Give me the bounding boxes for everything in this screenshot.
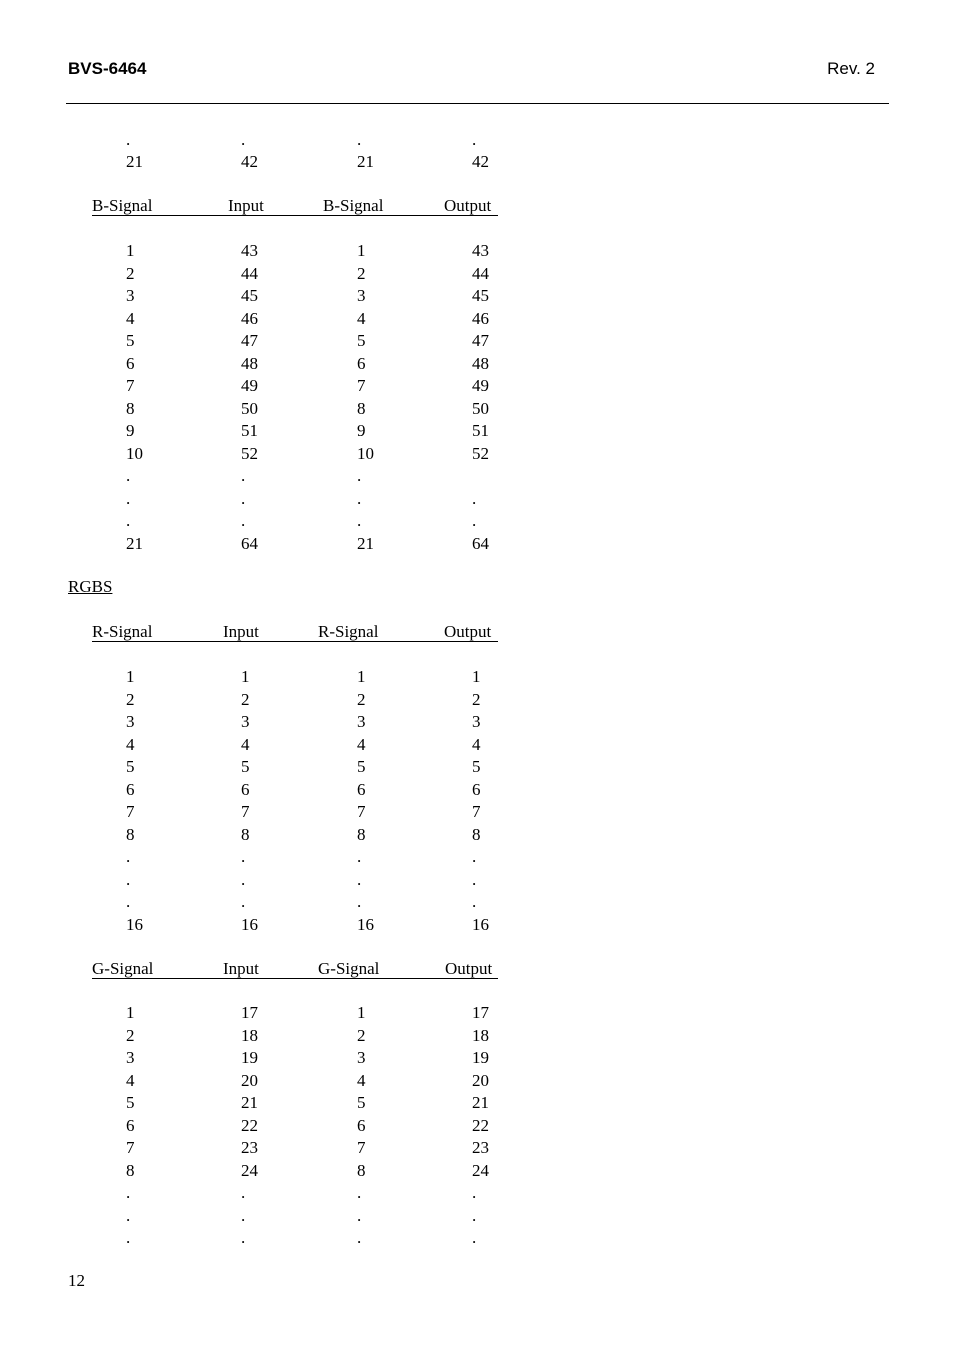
cell-output: 50 bbox=[472, 398, 489, 418]
col-header-signal: B-Signal bbox=[323, 196, 384, 215]
cell-input: 17 bbox=[241, 1003, 258, 1022]
cell-input: 18 bbox=[241, 1025, 258, 1045]
cell-input: 8 bbox=[241, 824, 250, 844]
cell-output: 8 bbox=[472, 824, 481, 844]
col-header-signal: R-Signal bbox=[318, 622, 379, 641]
document-id: BVS-6464 bbox=[68, 59, 147, 78]
col-header-output: Output bbox=[444, 196, 492, 215]
cell-input: 64 bbox=[241, 533, 258, 553]
cell-signal: 7 bbox=[126, 802, 135, 821]
cell-signal: 2 bbox=[357, 689, 366, 709]
cell-input: . bbox=[241, 130, 246, 149]
cell-signal: . bbox=[357, 847, 362, 866]
cell-signal: 5 bbox=[126, 1093, 135, 1112]
cell-signal: 1 bbox=[357, 1003, 366, 1022]
cell-output: 17 bbox=[472, 1003, 489, 1022]
cell-input: 22 bbox=[241, 1115, 258, 1135]
col-header-output: Output bbox=[444, 622, 492, 641]
cell-signal: 2 bbox=[126, 689, 135, 709]
cell-input: 43 bbox=[241, 241, 258, 260]
cell-output: 18 bbox=[472, 1025, 489, 1045]
cell-input: . bbox=[241, 488, 246, 508]
cell-output: 1 bbox=[472, 667, 481, 686]
cell-output: 44 bbox=[472, 263, 489, 283]
cell-signal: 7 bbox=[126, 1138, 135, 1157]
header-rule bbox=[66, 103, 889, 104]
cell-signal: 1 bbox=[357, 241, 366, 260]
cell-input: . bbox=[241, 1228, 246, 1247]
cell-signal: 21 bbox=[357, 152, 374, 171]
cell-signal: . bbox=[357, 488, 362, 508]
cell-signal: 8 bbox=[357, 398, 366, 418]
cell-signal: 10 bbox=[126, 443, 143, 463]
cell-signal: . bbox=[126, 892, 131, 911]
cell-input: . bbox=[241, 892, 246, 911]
cell-signal: 6 bbox=[126, 779, 135, 799]
cell-output: 23 bbox=[472, 1138, 489, 1157]
cell-input: 21 bbox=[241, 1093, 258, 1112]
cell-input: 2 bbox=[241, 689, 250, 709]
cell-signal: . bbox=[126, 466, 131, 485]
cell-output: 6 bbox=[472, 779, 481, 799]
cell-input: 47 bbox=[241, 331, 258, 350]
col-header-signal: G-Signal bbox=[92, 959, 154, 978]
cell-signal: 3 bbox=[126, 712, 135, 731]
cell-signal: 6 bbox=[126, 1115, 135, 1135]
cell-signal: 8 bbox=[357, 824, 366, 844]
cell-signal: . bbox=[126, 488, 131, 508]
cell-output: . bbox=[472, 1228, 477, 1247]
cell-input: 51 bbox=[241, 421, 258, 440]
header-underline bbox=[92, 215, 498, 216]
cell-output: . bbox=[472, 892, 477, 911]
cell-signal: 21 bbox=[126, 533, 143, 553]
cell-input: 23 bbox=[241, 1138, 258, 1157]
cell-signal: 21 bbox=[357, 533, 374, 553]
cell-signal: 7 bbox=[357, 1138, 366, 1157]
cell-output: 52 bbox=[472, 443, 489, 463]
cell-input: 7 bbox=[241, 802, 250, 821]
cell-output: 51 bbox=[472, 421, 489, 440]
cell-signal: 3 bbox=[126, 286, 135, 305]
cell-signal: . bbox=[126, 511, 131, 530]
cell-signal: 1 bbox=[126, 667, 135, 686]
cell-output: 42 bbox=[472, 152, 489, 171]
cell-signal: 3 bbox=[357, 1048, 366, 1067]
cell-signal: 5 bbox=[126, 757, 135, 776]
cell-output: . bbox=[472, 869, 477, 889]
cell-output: 19 bbox=[472, 1048, 489, 1067]
cell-output: . bbox=[472, 847, 477, 866]
cell-signal: . bbox=[357, 892, 362, 911]
cell-output: . bbox=[472, 1183, 477, 1202]
cell-output: 48 bbox=[472, 353, 489, 373]
cell-input: 6 bbox=[241, 779, 250, 799]
cell-output: 47 bbox=[472, 331, 489, 350]
cell-output: 22 bbox=[472, 1115, 489, 1135]
col-header-input: Input bbox=[228, 196, 264, 215]
cell-signal: . bbox=[126, 1205, 131, 1225]
revision-label: Rev. 2 bbox=[827, 59, 875, 78]
cell-signal: . bbox=[126, 130, 131, 149]
cell-output: 16 bbox=[472, 914, 489, 934]
header-underline bbox=[92, 641, 498, 642]
cell-signal: 5 bbox=[357, 757, 366, 776]
cell-output: 49 bbox=[472, 376, 489, 395]
cell-input: 48 bbox=[241, 353, 258, 373]
cell-signal: 5 bbox=[357, 331, 366, 350]
cell-signal: 7 bbox=[357, 376, 366, 395]
cell-signal: 1 bbox=[126, 1003, 135, 1022]
col-header-input: Input bbox=[223, 622, 259, 641]
cell-input: 4 bbox=[241, 734, 250, 754]
cell-signal: 6 bbox=[357, 1115, 366, 1135]
cell-signal: 3 bbox=[126, 1048, 135, 1067]
page-number: 12 bbox=[68, 1271, 85, 1290]
cell-signal: 4 bbox=[357, 1070, 366, 1090]
cell-output: 21 bbox=[472, 1093, 489, 1112]
cell-signal: 1 bbox=[357, 667, 366, 686]
cell-input: 49 bbox=[241, 376, 258, 395]
section-title-rgbs: RGBS bbox=[68, 577, 113, 596]
cell-signal: . bbox=[126, 1183, 131, 1202]
cell-output: . bbox=[472, 488, 477, 508]
cell-signal: 16 bbox=[126, 914, 143, 934]
cell-signal: 6 bbox=[357, 779, 366, 799]
cell-signal: 8 bbox=[357, 1160, 366, 1180]
cell-output: . bbox=[472, 130, 477, 149]
cell-signal: 2 bbox=[126, 1025, 135, 1045]
cell-signal: 7 bbox=[357, 802, 366, 821]
cell-signal: 8 bbox=[126, 1160, 135, 1180]
cell-output: 43 bbox=[472, 241, 489, 260]
cell-signal: . bbox=[126, 1228, 131, 1247]
cell-signal: . bbox=[357, 1228, 362, 1247]
cell-input: . bbox=[241, 511, 246, 530]
cell-signal: 4 bbox=[357, 308, 366, 328]
cell-signal: 7 bbox=[126, 376, 135, 395]
cell-signal: 6 bbox=[357, 353, 366, 373]
cell-input: 44 bbox=[241, 263, 258, 283]
cell-signal: . bbox=[126, 869, 131, 889]
cell-input: . bbox=[241, 847, 246, 866]
header-underline bbox=[92, 978, 498, 979]
cell-output: . bbox=[472, 1205, 477, 1225]
col-header-signal: G-Signal bbox=[318, 959, 380, 978]
cell-input: 20 bbox=[241, 1070, 258, 1090]
col-header-signal: R-Signal bbox=[92, 622, 153, 641]
cell-output: . bbox=[472, 511, 477, 530]
cell-signal: 9 bbox=[357, 421, 366, 440]
cell-signal: . bbox=[357, 130, 362, 149]
cell-output: 24 bbox=[472, 1160, 489, 1180]
cell-signal: 2 bbox=[357, 263, 366, 283]
cell-signal: 4 bbox=[126, 308, 135, 328]
cell-signal: 10 bbox=[357, 443, 374, 463]
cell-input: 42 bbox=[241, 152, 258, 171]
cell-signal: . bbox=[357, 511, 362, 530]
cell-input: 24 bbox=[241, 1160, 258, 1180]
cell-signal: 5 bbox=[357, 1093, 366, 1112]
cell-output: 5 bbox=[472, 757, 481, 776]
cell-output: 3 bbox=[472, 712, 481, 731]
cell-input: 1 bbox=[241, 667, 250, 686]
cell-input: . bbox=[241, 1205, 246, 1225]
cell-input: 50 bbox=[241, 398, 258, 418]
cell-input: 45 bbox=[241, 286, 258, 305]
cell-input: 16 bbox=[241, 914, 258, 934]
cell-signal: 6 bbox=[126, 353, 135, 373]
cell-signal: 3 bbox=[357, 286, 366, 305]
cell-signal: 4 bbox=[357, 734, 366, 754]
col-header-output: Output bbox=[445, 959, 493, 978]
cell-signal: 1 bbox=[126, 241, 135, 260]
cell-signal: 8 bbox=[126, 398, 135, 418]
cell-output: 7 bbox=[472, 802, 481, 821]
cell-signal: 4 bbox=[126, 1070, 135, 1090]
cell-output: 46 bbox=[472, 308, 489, 328]
cell-signal: 21 bbox=[126, 152, 143, 171]
cell-signal: 4 bbox=[126, 734, 135, 754]
col-header-signal: B-Signal bbox=[92, 196, 153, 215]
col-header-input: Input bbox=[223, 959, 259, 978]
cell-input: . bbox=[241, 869, 246, 889]
cell-input: 52 bbox=[241, 443, 258, 463]
cell-input: 46 bbox=[241, 308, 258, 328]
cell-output: 2 bbox=[472, 689, 481, 709]
cell-signal: . bbox=[126, 847, 131, 866]
cell-signal: 3 bbox=[357, 712, 366, 731]
cell-output: 20 bbox=[472, 1070, 489, 1090]
cell-signal: 8 bbox=[126, 824, 135, 844]
cell-input: 19 bbox=[241, 1048, 258, 1067]
cell-signal: 9 bbox=[126, 421, 135, 440]
cell-signal: 5 bbox=[126, 331, 135, 350]
cell-signal: . bbox=[357, 869, 362, 889]
cell-input: . bbox=[241, 1183, 246, 1202]
cell-output: 45 bbox=[472, 286, 489, 305]
cell-signal: . bbox=[357, 1205, 362, 1225]
cell-signal: 2 bbox=[126, 263, 135, 283]
cell-signal: 16 bbox=[357, 914, 374, 934]
cell-input: . bbox=[241, 466, 246, 485]
cell-signal: . bbox=[357, 466, 362, 485]
cell-signal: 2 bbox=[357, 1025, 366, 1045]
cell-input: 3 bbox=[241, 712, 250, 731]
cell-signal: . bbox=[357, 1183, 362, 1202]
cell-input: 5 bbox=[241, 757, 250, 776]
cell-output: 64 bbox=[472, 533, 489, 553]
cell-output: 4 bbox=[472, 734, 481, 754]
